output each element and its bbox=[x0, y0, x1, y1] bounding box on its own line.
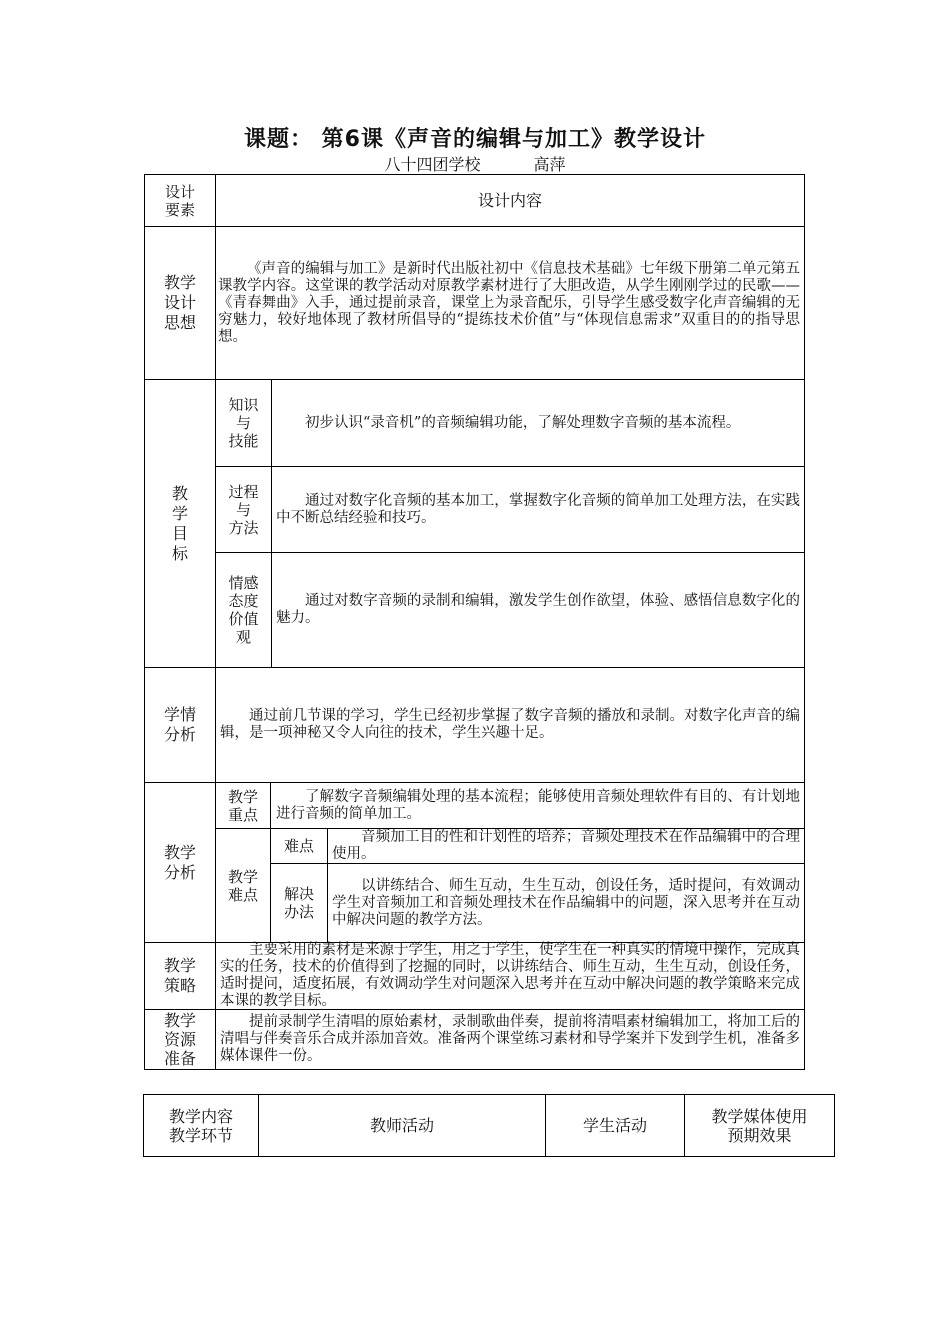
header-content-step: 教学内容 教学环节 bbox=[168, 1106, 233, 1145]
label-design-idea: 教学 设计 思想 bbox=[163, 273, 196, 332]
teaching-strategy-paragraph: 主要采用的素材是来源于学生，用之于学生，使学生在一种真实的情境中操作，完成真实的任务，技术的价值得到了挖掘的同时，以讲练结合、师生互动，生生互动，创设任务，适时提问，适度拓展，有效调动学生对问题深入思考并在互动中解决问题的教学策略来完成本课的教学目标。 bbox=[220, 942, 800, 1009]
label-key-points: 教学 重点 bbox=[227, 787, 258, 824]
design-idea-text bbox=[218, 227, 800, 379]
label-solution: 解决 办法 bbox=[283, 885, 314, 921]
label-knowledge-skills: 知识 与 技能 bbox=[228, 396, 259, 450]
solution-text bbox=[332, 864, 800, 942]
label-difficulties: 教学 难点 bbox=[227, 867, 258, 904]
design-idea-paragraph: 《声音的编辑与加工》是新时代出版社初中《信息技术基础》七年级下册第二单元第五课教学内容。这堂课的教学活动对原教学素材进行了大胆改造，从学生刚刚学过的民歌——《青春舞曲》入手，通过提前录音，课堂上为录音配乐，引导学生感受数字化声音编辑的无穷魅力，较好地体现了教材所倡导的“提练技术价值”与“体现信息需求”双重目的的指导思想。 bbox=[218, 260, 800, 345]
header-teacher-activity: 教师活动 bbox=[369, 1115, 434, 1135]
difficulty-text bbox=[332, 829, 800, 863]
knowledge-skills-paragraph: 初步认识“录音机”的音频编辑功能，了解处理数字音频的基本流程。 bbox=[305, 414, 741, 431]
label-difficulty: 难点 bbox=[283, 837, 314, 855]
difficulty-paragraph: 音频加工目的性和计划性的培养；音频处理技术在作品编辑中的合理使用。 bbox=[332, 829, 800, 862]
process-method-paragraph: 通过对数字化音频的基本加工，掌握数字化音频的简单加工处理方法，在实践中不断总结经验和技巧。 bbox=[276, 492, 800, 526]
label-design-element: 设计 要素 bbox=[164, 182, 195, 219]
emotion-values-text bbox=[276, 553, 800, 667]
label-teaching-strategy: 教学 策略 bbox=[163, 956, 196, 995]
knowledge-skills-text bbox=[276, 380, 800, 466]
author-name: 高萍 bbox=[533, 155, 566, 174]
label-process-method: 过程 与 方法 bbox=[228, 482, 259, 537]
label-resource-prep: 教学 资源 准备 bbox=[163, 1011, 196, 1068]
school-name: 八十四团学校 bbox=[384, 155, 481, 174]
author-line bbox=[0, 152, 950, 175]
table-border bbox=[144, 1069, 805, 1070]
process-method-text bbox=[276, 467, 800, 552]
page-title: 课题： 第6课《声音的编辑与加工》教学设计 bbox=[244, 127, 706, 152]
student-analysis-text bbox=[220, 668, 800, 782]
teaching-strategy-text bbox=[220, 943, 800, 1009]
table-border bbox=[143, 1156, 835, 1157]
emotion-values-paragraph: 通过对数字音频的录制和编辑，激发学生创作欲望，体验、感悟信息数字化的魅力。 bbox=[276, 593, 800, 626]
col-divider bbox=[327, 828, 328, 942]
header-design-content: 设计内容 bbox=[477, 190, 542, 210]
header-student-activity: 学生活动 bbox=[582, 1115, 647, 1135]
header-media-effect: 教学媒体使用 预期效果 bbox=[711, 1106, 808, 1145]
col-divider bbox=[271, 379, 272, 667]
key-points-paragraph: 了解数字音频编辑处理的基本流程；能够使用音频处理软件有目的、有计划地进行音频的简单加工。 bbox=[276, 788, 800, 822]
label-emotion-values: 情感 态度 价值 观 bbox=[228, 574, 259, 646]
label-student-analysis: 学情 分析 bbox=[163, 705, 196, 744]
label-teaching-analysis: 教学 分析 bbox=[163, 842, 196, 882]
student-analysis-paragraph: 通过前几节课的学习，学生已经初步掌握了数字音频的播放和录制。对数字化声音的编辑，是一项神秘又令人向往的技术，学生兴趣十足。 bbox=[220, 708, 800, 741]
resource-prep-text bbox=[220, 1010, 800, 1069]
table-border bbox=[834, 1094, 835, 1157]
key-points-text bbox=[276, 783, 800, 828]
solution-paragraph: 以讲练结合、师生互动，生生互动，创设任务，适时提问，有效调动学生对音频加工和音频处理技术在作品编辑中的问题，深入思考并在互动中解决问题的教学方法。 bbox=[332, 877, 800, 928]
table-border bbox=[804, 174, 805, 1070]
resource-prep-paragraph: 提前录制学生清唱的原始素材，录制歌曲伴奏，提前将清唱素材编辑加工，将加工后的清唱与伴奏音乐合成并添加音效。准备两个课堂练习素材和导学案并下发到学生机，准备多媒体课件一份。 bbox=[220, 1014, 800, 1064]
label-teaching-goals: 教 学 目 标 bbox=[171, 483, 188, 563]
